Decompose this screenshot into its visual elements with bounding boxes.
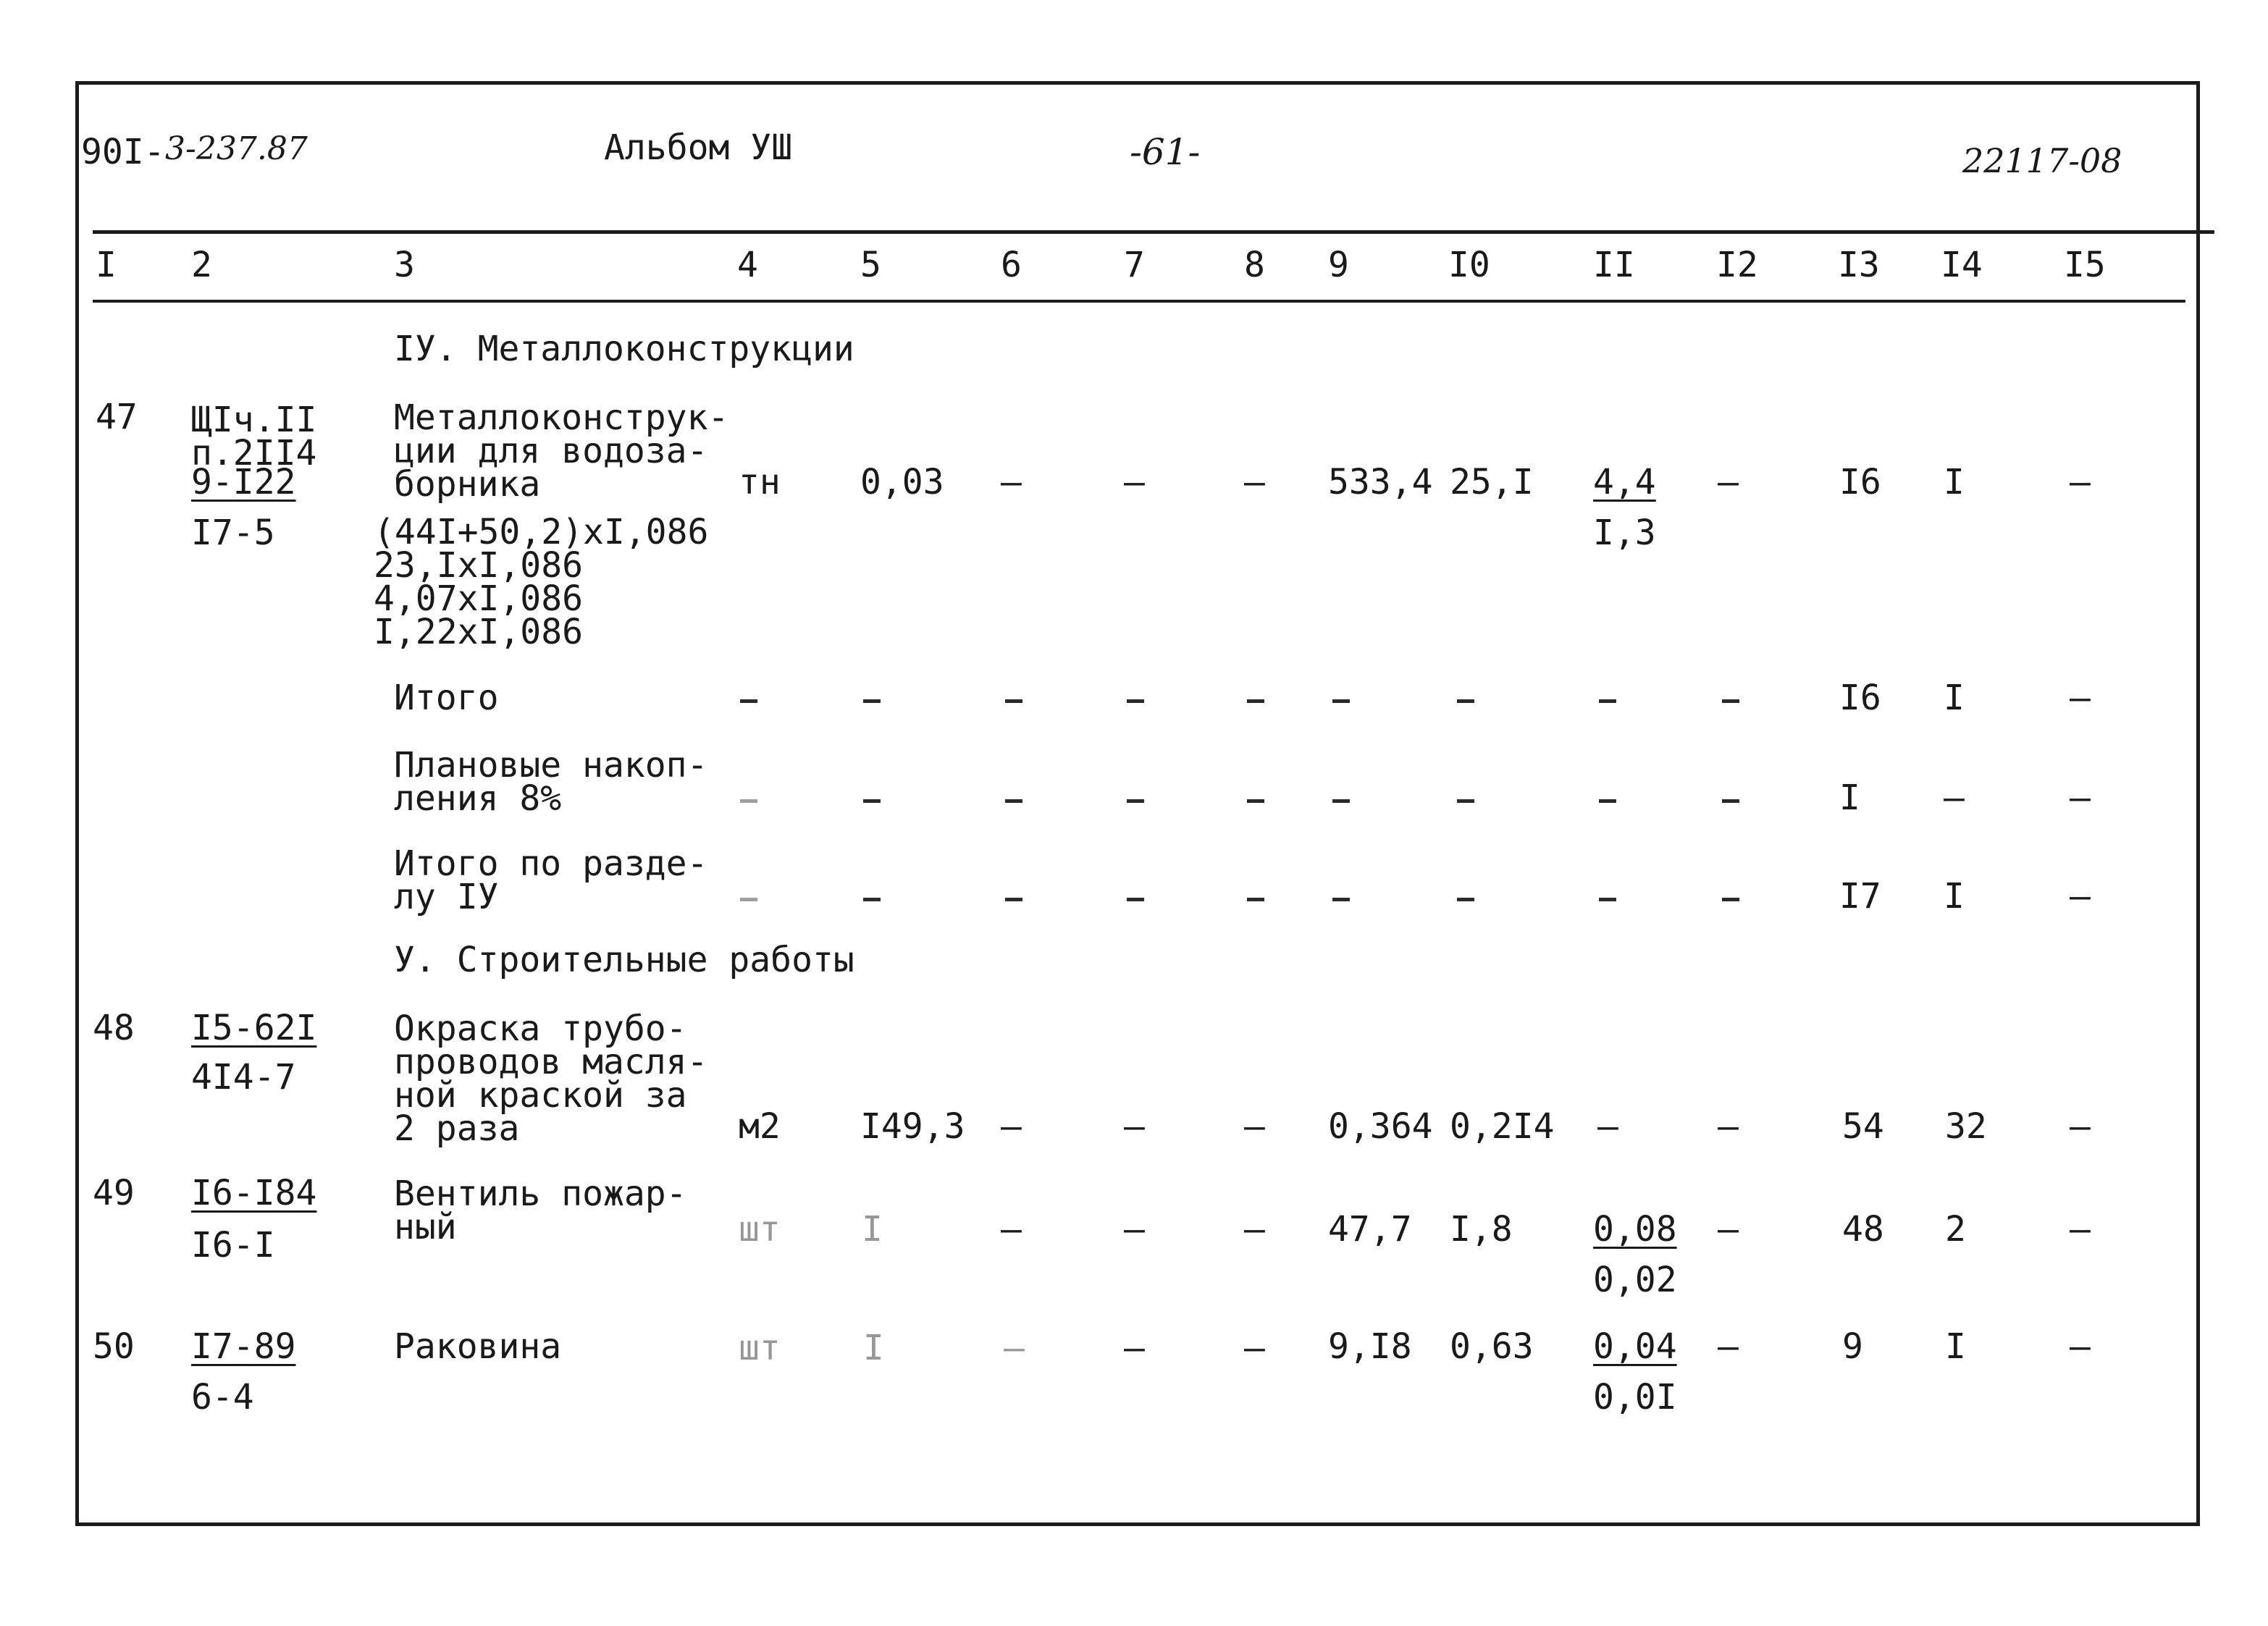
row-name: Вентиль пожар- ный bbox=[394, 1174, 687, 1247]
row-ref: п.2II4 bbox=[191, 433, 317, 473]
cell: – bbox=[2070, 1209, 2091, 1250]
empty-dash bbox=[740, 799, 757, 803]
header-rule bbox=[93, 230, 2214, 234]
empty-dash bbox=[863, 699, 881, 703]
cell: 47,7 bbox=[1328, 1209, 1412, 1250]
col-header: I bbox=[96, 245, 117, 285]
row-number: 49 bbox=[93, 1173, 135, 1213]
row-ref: I6-I84 bbox=[191, 1173, 317, 1213]
col-header: I3 bbox=[1838, 245, 1880, 285]
cell: 0,2I4 bbox=[1450, 1106, 1555, 1147]
empty-dash bbox=[1332, 898, 1350, 901]
col-header: 3 bbox=[394, 245, 415, 285]
cell: I6 bbox=[1839, 462, 1881, 502]
row-ref: 6-4 bbox=[191, 1377, 254, 1418]
row-name: Итого bbox=[394, 678, 499, 718]
doc-code-printed: 90I- bbox=[81, 132, 165, 172]
cell: – bbox=[2070, 876, 2091, 917]
empty-dash bbox=[1722, 799, 1739, 803]
row-name: Окраска трубо- проводов масля- ной краской за 2 раза bbox=[394, 1008, 708, 1149]
cell: I bbox=[862, 1209, 883, 1250]
empty-dash bbox=[1247, 699, 1264, 703]
cell: I bbox=[1944, 678, 1965, 718]
row-ref: 4I4-7 bbox=[191, 1057, 296, 1098]
cell: I bbox=[1944, 462, 1965, 502]
cell: I bbox=[1944, 876, 1965, 917]
cell: 0,04 bbox=[1593, 1326, 1677, 1367]
row-name: Металлоконструк- ции для водоза- борника bbox=[394, 397, 729, 505]
cell: I7 bbox=[1839, 876, 1881, 917]
cell: 4,4 bbox=[1593, 462, 1656, 502]
empty-dash bbox=[1127, 898, 1144, 901]
empty-dash bbox=[1005, 898, 1022, 901]
cell: – bbox=[1718, 462, 1739, 502]
empty-dash bbox=[863, 799, 881, 803]
empty-dash bbox=[1599, 699, 1616, 703]
cell: 0,02 bbox=[1593, 1260, 1677, 1300]
empty-dash bbox=[1599, 898, 1616, 901]
empty-dash bbox=[1599, 799, 1616, 803]
cell: 0,63 bbox=[1450, 1326, 1534, 1367]
row-ref: 9-I22 bbox=[191, 462, 296, 502]
cell: – bbox=[1124, 1328, 1145, 1368]
cell: I bbox=[1945, 1326, 1966, 1367]
cell: – bbox=[1124, 1106, 1145, 1147]
empty-dash bbox=[1127, 799, 1144, 803]
col-header: I0 bbox=[1448, 245, 1490, 285]
cell: I,3 bbox=[1593, 513, 1656, 553]
cell: – bbox=[1001, 462, 1022, 502]
unit: шт bbox=[739, 1328, 781, 1368]
cell: 9 bbox=[1842, 1326, 1863, 1367]
cell: – bbox=[2070, 1106, 2091, 1147]
unit: м2 bbox=[739, 1106, 781, 1147]
empty-dash bbox=[1722, 898, 1739, 901]
cell: – bbox=[1244, 462, 1265, 502]
row-number: 47 bbox=[96, 397, 138, 437]
cell: I,8 bbox=[1450, 1209, 1513, 1250]
section-heading: У. Строительные работы bbox=[394, 940, 854, 980]
empty-dash bbox=[1457, 699, 1474, 703]
col-header: I2 bbox=[1716, 245, 1758, 285]
row-ref: I5-62I bbox=[191, 1008, 317, 1048]
row-ref: I6-I bbox=[191, 1225, 275, 1265]
page-number: -61- bbox=[1130, 131, 1201, 173]
col-header: I5 bbox=[2064, 245, 2106, 285]
row-formulas: (44I+50,2)xI,086 23,IxI,086 4,07xI,086 I,22xI,086 bbox=[374, 512, 709, 652]
row-name: Раковина bbox=[394, 1326, 562, 1367]
cell: 533,4 bbox=[1328, 462, 1433, 502]
cell: 54 bbox=[1842, 1106, 1884, 1147]
cell: – bbox=[1597, 1106, 1618, 1147]
col-header: 4 bbox=[737, 245, 758, 285]
empty-dash bbox=[1005, 699, 1022, 703]
empty-dash bbox=[1247, 898, 1264, 901]
cell: I bbox=[863, 1328, 884, 1368]
col-header: 2 bbox=[191, 245, 212, 285]
cell: – bbox=[1944, 778, 1965, 818]
cell: – bbox=[1718, 1209, 1739, 1250]
col-header: II bbox=[1593, 245, 1635, 285]
cell: 48 bbox=[1842, 1209, 1884, 1250]
empty-dash bbox=[740, 699, 757, 703]
empty-dash bbox=[1722, 699, 1739, 703]
cell: – bbox=[1244, 1106, 1265, 1147]
cell: 9,I8 bbox=[1328, 1326, 1412, 1367]
cell: 32 bbox=[1945, 1106, 1987, 1147]
cell: – bbox=[2070, 462, 2091, 502]
section-heading: IУ. Металлоконструкции bbox=[394, 329, 854, 369]
cell: – bbox=[2070, 778, 2091, 818]
cell: – bbox=[1124, 462, 1145, 502]
col-header: 7 bbox=[1124, 245, 1145, 285]
row-number: 50 bbox=[93, 1326, 135, 1367]
cell: 0,03 bbox=[860, 462, 944, 502]
cell: – bbox=[1124, 1209, 1145, 1250]
row-ref: I7-89 bbox=[191, 1326, 296, 1367]
empty-dash bbox=[1457, 799, 1474, 803]
row-name: Плановые накоп- ления 8% bbox=[394, 745, 708, 819]
cell: 2 bbox=[1945, 1209, 1966, 1250]
unit: тн bbox=[739, 462, 781, 502]
unit: шт bbox=[739, 1209, 781, 1250]
col-header: I4 bbox=[1941, 245, 1983, 285]
cell: I6 bbox=[1839, 678, 1881, 718]
empty-dash bbox=[863, 898, 881, 901]
row-name: Итого по разде- лу IУ bbox=[394, 843, 708, 917]
empty-dash bbox=[740, 898, 757, 901]
cell: 0,0I bbox=[1593, 1377, 1677, 1418]
album-title: Альбом УШ bbox=[604, 127, 793, 168]
cell: – bbox=[1244, 1328, 1265, 1368]
cell: 25,I bbox=[1450, 462, 1534, 502]
cell: – bbox=[1244, 1209, 1265, 1250]
row-ref: I7-5 bbox=[191, 513, 275, 553]
cell: – bbox=[1001, 1209, 1022, 1250]
empty-dash bbox=[1332, 699, 1350, 703]
empty-dash bbox=[1247, 799, 1264, 803]
cell: – bbox=[1718, 1106, 1739, 1147]
col-header: 9 bbox=[1328, 245, 1349, 285]
col-header: 6 bbox=[1001, 245, 1022, 285]
doc-code-handwritten: 3-237.87 bbox=[165, 130, 308, 167]
col-header: 5 bbox=[860, 245, 881, 285]
empty-dash bbox=[1005, 799, 1022, 803]
cell: – bbox=[2070, 1326, 2091, 1367]
column-header-rule bbox=[93, 300, 2185, 303]
col-header: 8 bbox=[1244, 245, 1265, 285]
row-ref: ЩIч.II bbox=[191, 400, 317, 440]
empty-dash bbox=[1332, 799, 1350, 803]
empty-dash bbox=[1127, 699, 1144, 703]
cell: 0,364 bbox=[1328, 1106, 1433, 1147]
cell: I49,3 bbox=[860, 1106, 965, 1147]
cell: – bbox=[1004, 1328, 1025, 1368]
cell: – bbox=[2070, 678, 2091, 718]
sheet-code: 22117-08 bbox=[1962, 141, 2122, 180]
row-number: 48 bbox=[93, 1008, 135, 1048]
cell: I bbox=[1839, 778, 1860, 818]
cell: – bbox=[1718, 1326, 1739, 1367]
cell: – bbox=[1001, 1106, 1022, 1147]
empty-dash bbox=[1457, 898, 1474, 901]
cell: 0,08 bbox=[1593, 1209, 1677, 1250]
